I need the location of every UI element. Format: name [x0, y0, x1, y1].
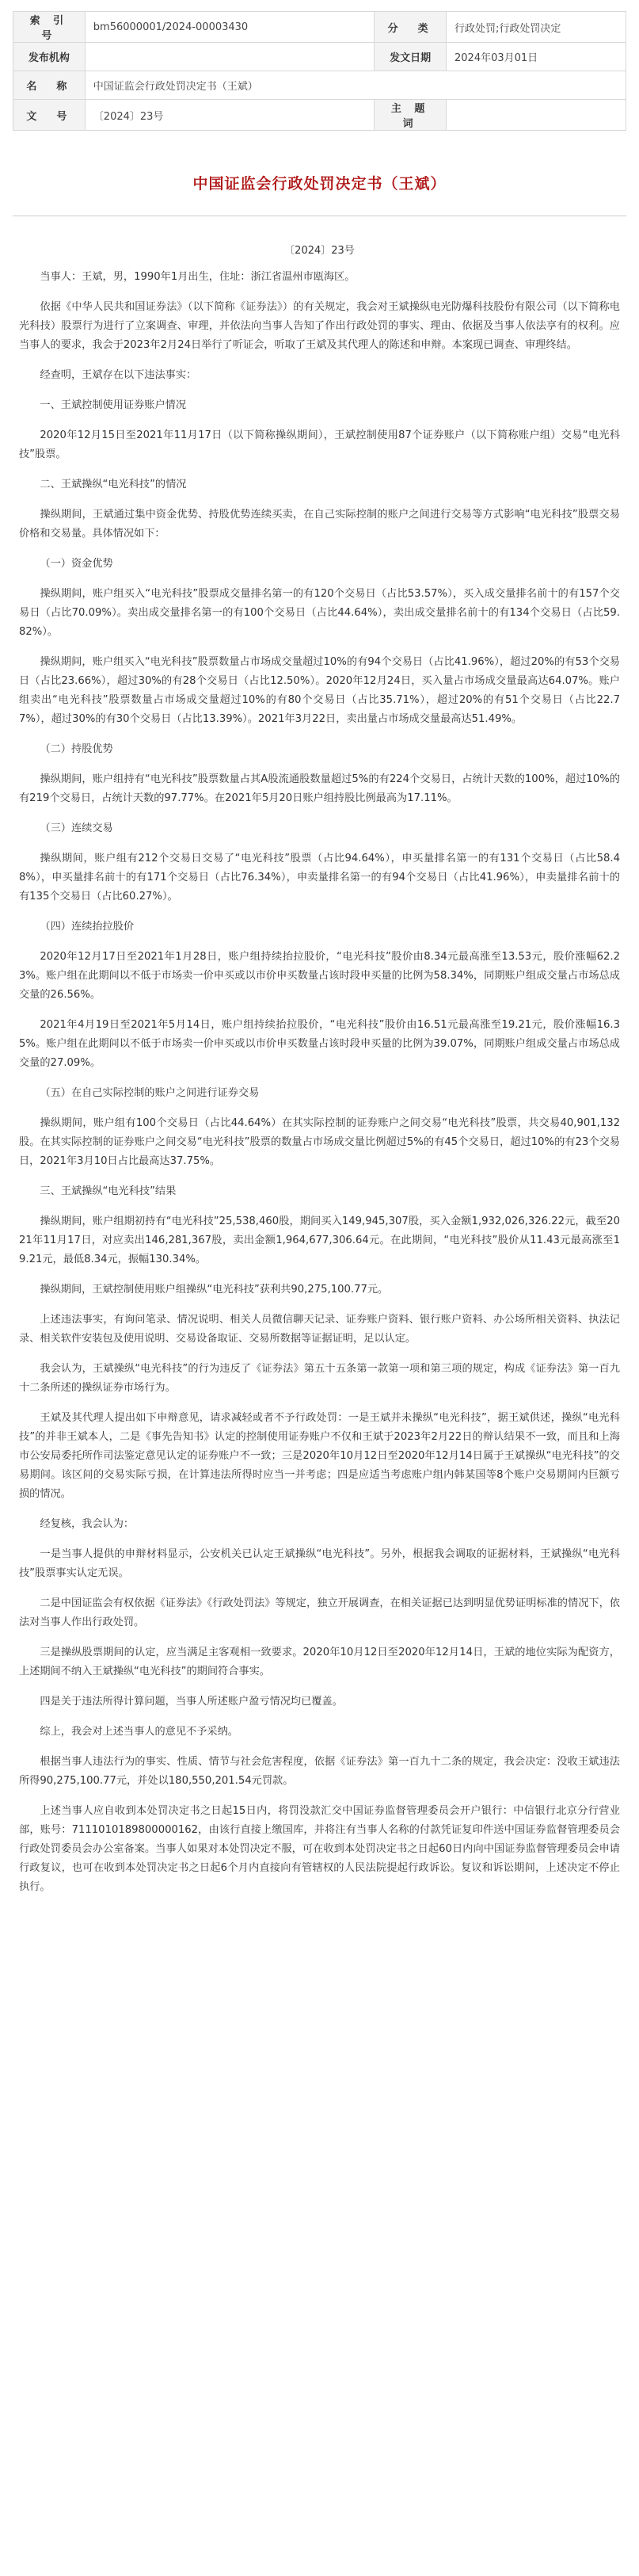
body-paragraph: 操纵期间，王斌通过集中资金优势、持股优势连续买卖，在自己实际控制的账户之间进行交易等方式影响“电光科技”股票交易价格和交易量。具体情况如下： [19, 509, 620, 540]
body-paragraph: 操纵期间，王斌控制使用账户组操纵“电光科技”获利共90,275,100.77元。 [40, 1284, 389, 1296]
body-paragraph: 2020年12月17日至2021年1月28日，账户组持续抬拉股价，“电光科技”股价由8.34元最高涨至13.53元，股价涨幅62.23%。账户组在此期间以不低于市场卖一价申买或以市价申买数量占该时段申买量的比例为58.34%，同期账户组成交量占市场总成交量的26.56%。 [19, 951, 620, 1001]
body-paragraph: 二、王斌操纵“电光科技”的情况 [40, 479, 187, 490]
subject-terms-label: 主 题 词 [375, 100, 447, 131]
body-paragraph: 操纵期间，账户组有212个交易日交易了“电光科技”股票（占比94.64%），申买量排名第一的有131个交易日（占比58.48%），申买量排名前十的有171个交易日（占比76.34%），申卖量排名第一的有94个交易日（占比41.96%），申卖量排名前十的有135个交易日（占比60.27%）。 [19, 853, 620, 903]
category-label: 分 类 [375, 12, 447, 43]
document-number-value: 〔2024〕23号 [85, 100, 374, 131]
body-paragraph: 二是中国证监会有权依据《证券法》《行政处罚法》等规定，独立开展调查，在相关证据已达到明显优势证明标准的情况下，依法对当事人作出行政处罚。 [19, 1597, 620, 1628]
body-paragraph: 上述当事人应自收到本处罚决定书之日起15日内，将罚没款汇交中国证券监督管理委员会开户银行：中信银行北京分行营业部，账号：7111010189800000162，由该行直接上缴国库，并将注有当事人名称的付款凭证复印件送中国证券监督管理委员会行政处罚委员会办公室备案。当事人如果对本处罚决定不服，可在收到本处罚决定书之日起60日内向中国证券监督管理委员会申请行政复议，也可在收到本处罚决定书之日起6个月内直接向有管辖权的人民法院提起行政诉讼。复议和诉讼期间，上述决定不停止执行。 [19, 1805, 620, 1893]
body-paragraph: 2020年12月15日至2021年11月17日（以下简称操纵期间），王斌控制使用87个证券账户（以下简称账户组）交易“电光科技”股票。 [19, 429, 620, 460]
metadata-row [13, 71, 626, 100]
body-paragraph: 王斌及其代理人提出如下申辩意见，请求减轻或者不予行政处罚：一是王斌并未操纵“电光科技”，据王斌供述，操纵“电光科技”的并非王斌本人，二是《事先告知书》认定的控制使用证券账户不仅和王斌于2023年2月22日的辩认结果不一致，而且和上海市公安局委托所作司法鉴定意见认定的证券账户不一致；三是2020年10月12日至2020年12月14日属于王斌操纵“电光科技”的交易期间。该区间的交易实际亏损，在计算违法所得时应当一并考虑；四是应适当考虑账户组内韩某国等8个账户交易期间内巨额亏损的情况。 [19, 1412, 620, 1500]
document-name-label: 名 称 [13, 71, 86, 100]
issue-date-label: 发文日期 [375, 43, 447, 71]
body-paragraph: （五）在自己实际控制的账户之间进行证券交易 [40, 1087, 260, 1099]
document-metadata-table [13, 11, 626, 131]
document-body [13, 242, 626, 1897]
body-paragraph: 操纵期间，账户组有100个交易日（占比44.64%）在其实际控制的证券账户之间交易“电光科技”股票，共交易40,901,132股。在其实际控制的证券账户之间交易“电光科技”股票的数量占市场成交量比例超过5%的有45个交易日，超过10%的有23个交易日，2021年3月10日占比最高达37.75%。 [19, 1117, 620, 1167]
document-title: 中国证监会行政处罚决定书（王斌） [192, 175, 447, 193]
document-number: 〔2024〕23号 [284, 245, 355, 257]
body-paragraph: 四是关于违法所得计算问题，当事人所述账户盈亏情况均已覆盖。 [40, 1696, 343, 1708]
body-paragraph: 当事人：王斌，男，1990年1月出生，住址：浙江省温州市瓯海区。 [40, 271, 356, 283]
document-number-label: 文 号 [13, 100, 86, 131]
category-value: 行政处罚;行政处罚决定 [447, 12, 626, 43]
index-number-value: bm56000001/2024-00003430 [85, 12, 374, 43]
body-paragraph: （一）资金优势 [40, 558, 113, 570]
metadata-row [13, 100, 626, 131]
body-paragraph: 三、王斌操纵“电光科技”结果 [40, 1185, 177, 1197]
body-paragraph: 一、王斌控制使用证券账户情况 [40, 399, 187, 411]
body-paragraph: 操纵期间，账户组买入“电光科技”股票数量占市场成交量超过10%的有94个交易日（占比41.96%），超过20%的有53个交易日（占比23.66%），超过30%的有28个交易日（占比12.50%）。2020年12月24日，买入量占市场成交量最高达64.07%。账户组卖出“电光科技”股票数量占市场成交量超过10%的有80个交易日（占比35.71%），超过20%的有51个交易日（占比22.77%），超过30%的有30个交易日（占比13.39%）。2021年3月22日，卖出量占市场成交量最高达51.49%。 [19, 656, 620, 725]
body-paragraph: 经查明，王斌存在以下违法事实： [40, 369, 197, 381]
body-paragraph: 根据当事人违法行为的事实、性质、情节与社会危害程度，依据《证券法》第一百九十二条的规定，我会决定：没收王斌违法所得90,275,100.77元，并处以180,550,201.54元罚款。 [19, 1756, 620, 1787]
body-paragraph: 一是当事人提供的申辩材料显示，公安机关已认定王斌操纵“电光科技”。另外，根据我会调取的证据材料，王斌操纵“电光科技”股票事实认定无误。 [19, 1548, 620, 1579]
body-paragraph: 操纵期间，账户组持有“电光科技”股票数量占其A股流通股数量超过5%的有224个交易日，占统计天数的100%，超过10%的有219个交易日，占统计天数的97.77%。在2021年5月20日账户组持股比例最高为17.11%。 [19, 773, 620, 804]
body-paragraph: （二）持股优势 [40, 743, 113, 755]
paragraph-list [19, 268, 620, 1897]
body-paragraph: 综上，我会对上述当事人的意见不予采纳。 [40, 1726, 238, 1738]
body-paragraph: 我会认为，王斌操纵“电光科技”的行为违反了《证券法》第五十五条第一款第一项和第三项的规定，构成《证券法》第一百九十二条所述的操纵证券市场行为。 [19, 1363, 620, 1394]
body-paragraph: 上述违法事实，有询问笔录、情况说明、相关人员微信聊天记录、证券账户资料、银行账户资料、办公场所相关资料、执法记录、相关软件安装包及使用说明、交易设备取证、交易所数据等证据证明，足以认定。 [19, 1314, 620, 1345]
body-paragraph: 操纵期间，账户组买入“电光科技”股票成交量排名第一的有120个交易日（占比53.57%），买入成交量排名前十的有157个交易日（占比70.09%）。卖出成交量排名第一的有100个交易日（占比44.64%），卖出成交量排名前十的有134个交易日（占比59.82%）。 [19, 588, 620, 638]
issuing-agency-value [85, 43, 374, 71]
body-paragraph: （三）连续交易 [40, 822, 113, 834]
body-paragraph: 操纵期间，账户组期初持有“电光科技”25,538,460股，期间买入149,945,307股，买入金额1,932,026,326.22元，截至2021年11月17日，对应卖出146,281,367股，卖出金额1,964,677,306.64元。在此期间，“电光科技”股价从11.43元最高涨至19.21元，最低8.34元，振幅130.34%。 [19, 1215, 620, 1265]
issuing-agency-label: 发布机构 [13, 43, 86, 71]
body-paragraph: 2021年4月19日至2021年5月14日，账户组持续抬拉股价，“电光科技”股价由16.51元最高涨至19.21元，股价涨幅16.35%。账户组在此期间以不低于市场卖一价申买或以市价申买数量占该时段申买量的比例为39.07%，同期账户组成交量占市场总成交量的27.09%。 [19, 1019, 620, 1069]
metadata-row [13, 12, 626, 43]
body-paragraph: 依据《中华人民共和国证券法》（以下简称《证券法》）的有关规定，我会对王斌操纵电光防爆科技股份有限公司（以下简称电光科技）股票行为进行了立案调查、审理，并依法向当事人告知了作出行政处罚的事实、理由、依据及当事人依法享有的权利。应当事人的要求，我会于2023年2月24日举行了听证会，听取了王斌及其代理人的陈述和申辩。本案现已调查、审理终结。 [19, 301, 620, 351]
index-number-label: 索 引 号 [13, 12, 86, 43]
issue-date-value: 2024年03月01日 [447, 43, 626, 71]
metadata-row [13, 43, 626, 71]
body-paragraph: 三是操纵股票期间的认定，应当满足主客观相一致要求。2020年10月12日至2020年12月14日，王斌的地位实际为配资方，上述期间不纳入王斌操纵“电光科技”的期间符合事实。 [19, 1647, 620, 1677]
subject-terms-value [447, 100, 626, 131]
body-paragraph: 经复核，我会认为： [40, 1518, 135, 1530]
body-paragraph: （四）连续抬拉股价 [40, 921, 135, 933]
document-name-value: 中国证监会行政处罚决定书（王斌） [85, 71, 626, 100]
